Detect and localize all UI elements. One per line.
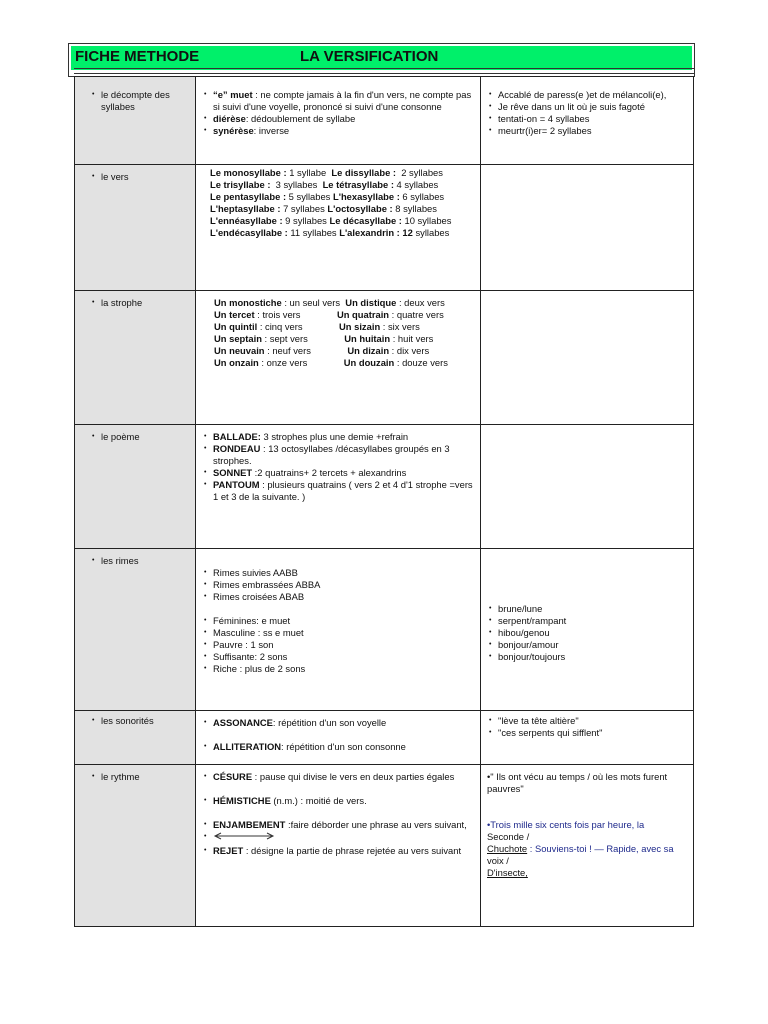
example-item: • hibou/genou bbox=[484, 627, 689, 639]
list-item: • HÉMISTICHE (n.m.) : moitié de vers. bbox=[199, 795, 476, 807]
list-item: • CÉSURE : pause qui divise le vers en deux parties égales bbox=[199, 771, 476, 783]
table-row: • le rythme • CÉSURE : pause qui divise le vers en deux parties égales • HÉMISTICHE (n.m.) : moitié de vers. • ENJAMBEMENT :faire déborder une phrase au vers suivant, • • REJET : désigne la partie de phrase rejetée au vers suivant •" Ils ont vécu au temps / où les mots furent pauvres" •Trois mille six cents fois par heure, la Seconde / Chuchote : Souviens-toi ! — Rapide, avec sa voix / D'insecte, bbox=[75, 765, 694, 927]
list-item: • Riche : plus de 2 sons bbox=[199, 663, 476, 675]
line: L'endécasyllabe : 11 syllabes L'alexandrin : 12 syllabes bbox=[210, 227, 450, 238]
row-label: • le poème bbox=[87, 431, 191, 443]
list-item: • RONDEAU : 13 octosyllabes /décasyllabes groupés en 3 strophes. bbox=[199, 443, 476, 467]
example-item: •" Ils ont vécu au temps / où les mots furent pauvres" bbox=[487, 771, 668, 794]
list-item: • Rimes embrassées ABBA bbox=[199, 579, 476, 591]
example-item: • brune/lune bbox=[484, 603, 689, 615]
example-item: • Je rêve dans un lit où je suis fagoté bbox=[484, 101, 689, 113]
line: Un onzain : onze vers Un douzain : douze vers bbox=[214, 357, 448, 368]
line: L'heptasyllabe : 7 syllabes L'octosyllabe : 8 syllabes bbox=[210, 203, 437, 214]
header-divider bbox=[74, 68, 694, 74]
example-item: •Trois mille six cents fois par heure, la bbox=[487, 819, 645, 830]
list-item: • Rimes croisées ABAB bbox=[199, 591, 476, 603]
line: L'ennéasyllabe : 9 syllabes Le décasyllabe : 10 syllabes bbox=[210, 215, 452, 226]
row-label: • le vers bbox=[87, 171, 191, 183]
table-row bbox=[75, 165, 694, 291]
row-label: • le rythme bbox=[87, 771, 191, 783]
list-item: • Rimes suivies AABB bbox=[199, 567, 476, 579]
list-item: • Féminines: e muet bbox=[199, 615, 476, 627]
line: Le pentasyllabe : 5 syllabes L'hexasyllabe : 6 syllabes bbox=[210, 191, 445, 202]
list-item: • SONNET :2 quatrains+ 2 tercets + alexandrins bbox=[199, 467, 476, 479]
example-item: • bonjour/amour bbox=[484, 639, 689, 651]
list-item: • ENJAMBEMENT :faire déborder une phrase au vers suivant, bbox=[199, 819, 476, 831]
row-label: • les rimes bbox=[87, 555, 191, 567]
table-row bbox=[75, 425, 694, 549]
example-item: • "lève ta tête altière" bbox=[484, 715, 689, 727]
list-item: • REJET : désigne la partie de phrase rejetée au vers suivant bbox=[199, 845, 476, 857]
sheet-title: FICHE METHODE bbox=[75, 48, 200, 65]
list-item: • synérèse: inverse bbox=[199, 125, 476, 137]
example-item: • meurtr(i)er= 2 syllabes bbox=[484, 125, 689, 137]
table-row bbox=[75, 291, 694, 425]
line: Un septain : sept vers Un huitain : huit vers bbox=[214, 333, 434, 344]
topic-title: LA VERSIFICATION bbox=[300, 48, 439, 65]
list-item: • Masculine : ss e muet bbox=[199, 627, 476, 639]
list-item: • ALLITERATION: répétition d'un son consonne bbox=[199, 741, 476, 753]
stanza-types bbox=[196, 291, 480, 369]
table-row bbox=[75, 711, 694, 765]
line: Le trisyllabe : 3 syllabes Le tétrasyllabe : 4 syllabes bbox=[210, 179, 439, 190]
list-item: • diérèse: dédoublement de syllabe bbox=[199, 113, 476, 125]
double-arrow-icon bbox=[213, 831, 277, 841]
list-item: • BALLADE: 3 strophes plus une demie +refrain bbox=[199, 431, 476, 443]
row-label: • la strophe bbox=[87, 297, 191, 309]
row-label: • les sonorités bbox=[87, 715, 191, 727]
table-row bbox=[75, 549, 694, 711]
table-row bbox=[75, 77, 694, 165]
example-item: • serpent/rampant bbox=[484, 615, 689, 627]
line: Un monostiche : un seul vers Un distique : deux vers bbox=[214, 297, 445, 308]
verse-types bbox=[196, 165, 480, 239]
line: Un quintil : cinq vers Un sizain : six vers bbox=[214, 321, 420, 332]
example-item: • Accablé de paress(e )et de mélancoli(e), bbox=[484, 89, 689, 101]
example-item: • tentati-on = 4 syllabes bbox=[484, 113, 689, 125]
list-item: • Suffisante: 2 sons bbox=[199, 651, 476, 663]
line: Le monosyllabe : 1 syllabe Le dissyllabe : 2 syllabes bbox=[210, 167, 443, 178]
row-label: • le décompte des syllabes bbox=[87, 89, 191, 113]
line: Un tercet : trois vers Un quatrain : quatre vers bbox=[214, 309, 444, 320]
example-item: • "ces serpents qui sifflent" bbox=[484, 727, 689, 739]
list-item: • ASSONANCE: répétition d'un son voyelle bbox=[199, 717, 476, 729]
list-item: • PANTOUM : plusieurs quatrains ( vers 2 et 4 d'1 strophe =vers 1 et 3 de la suivante. ) bbox=[199, 479, 476, 503]
versification-table bbox=[74, 76, 694, 927]
list-item: • “e” muet : ne compte jamais à la fin d'un vers, ne compte pas si suivi d'une voyelle, prononcé si suivi d'une consonne bbox=[199, 89, 476, 113]
list-item: • Pauvre : 1 son bbox=[199, 639, 476, 651]
line: Un neuvain : neuf vers Un dizain : dix vers bbox=[214, 345, 430, 356]
example-item: • bonjour/toujours bbox=[484, 651, 689, 663]
